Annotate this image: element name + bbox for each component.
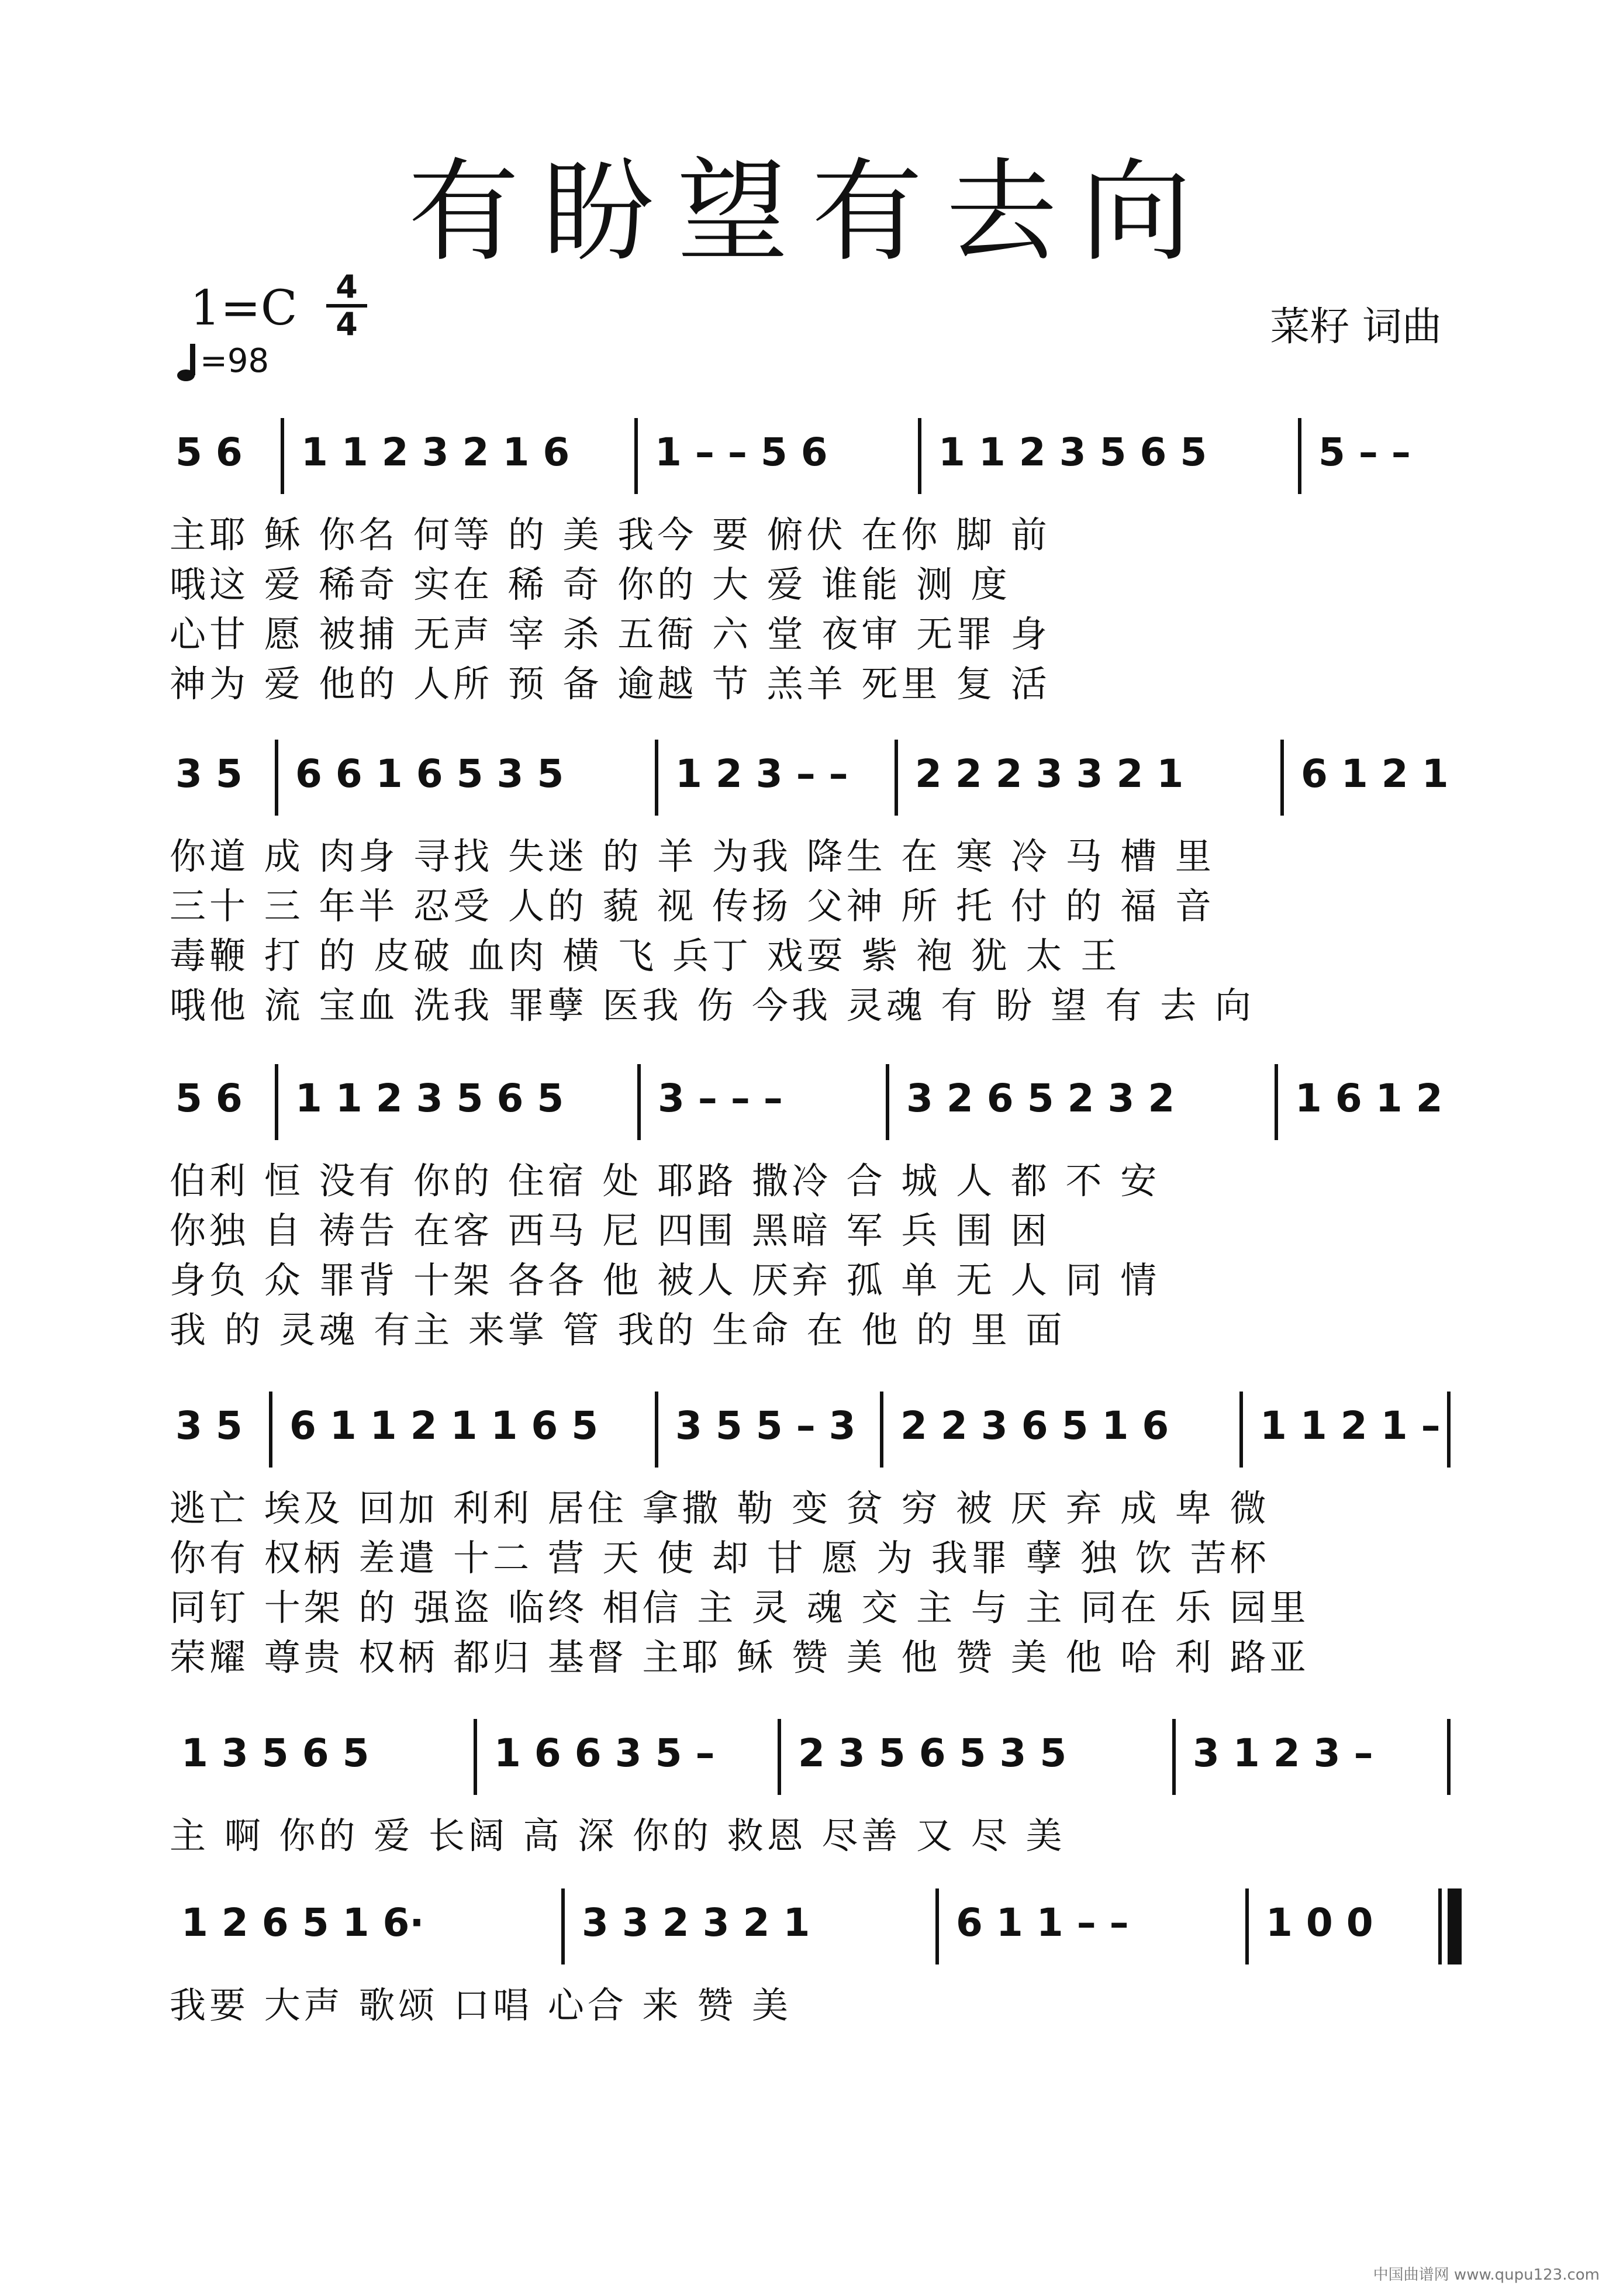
lyric-line: 同钉 十架 的 强盗 临终 相信 主 灵 魂 交 主 与 主 同在 乐 园里 xyxy=(170,1586,1310,1629)
watermark: 中国曲谱网 www.qupu123.com xyxy=(1373,2266,1600,2284)
lyric-line: 你道 成 肉身 寻找 失迷 的 羊 为我 降生 在 寒 冷 马 槽 里 xyxy=(170,835,1215,878)
measure: 5 6 xyxy=(175,430,243,475)
tempo-value: =98 xyxy=(200,342,270,380)
measure: 3 5 xyxy=(175,751,243,796)
barline xyxy=(655,1392,658,1468)
lyric-line: 毒鞭 打 的 皮破 血肉 横 飞 兵丁 戏耍 紫 袍 犹 太 王 xyxy=(170,934,1121,977)
barline xyxy=(275,1064,278,1140)
author-credit: 菜籽 词曲 xyxy=(1270,304,1442,350)
measure: 1 6 6 3 5 – xyxy=(494,1731,715,1776)
measure: 3 3 2 3 2 1 xyxy=(582,1900,810,1945)
measure: 6 6 1 6 5 3 5 xyxy=(295,751,564,796)
barline xyxy=(269,1392,272,1468)
lyric-line: 我要 大声 歌颂 口唱 心合 来 赞 美 xyxy=(170,1984,792,2026)
score-system-6 xyxy=(170,1900,1456,2046)
lyric-line: 你有 权柄 差遣 十二 营 天 使 却 甘 愿 为 我罪 孽 独 饮 苦杯 xyxy=(170,1537,1270,1579)
measure: 2 2 2 3 3 2 1 xyxy=(915,751,1184,796)
barline xyxy=(281,418,284,494)
score-system-1 xyxy=(170,430,1456,722)
score-system-3 xyxy=(170,1076,1456,1368)
barline xyxy=(1172,1719,1176,1795)
measure: 1 1 2 3 5 6 5 xyxy=(938,430,1207,475)
barline xyxy=(637,1064,641,1140)
barline xyxy=(275,740,278,816)
lyric-line: 荣耀 尊贵 权柄 都归 基督 主耶 稣 赞 美 他 赞 美 他 哈 利 路亚 xyxy=(170,1636,1310,1679)
barline xyxy=(1298,418,1301,494)
lyric-line: 身负 众 罪背 十架 各各 他 被人 厌弃 孤 单 无 人 同 情 xyxy=(170,1259,1161,1301)
lyric-line: 你独 自 祷告 在客 西马 尼 四围 黑暗 军 兵 围 困 xyxy=(170,1209,1051,1252)
meter-bottom: 4 xyxy=(336,306,358,343)
measure: 3 5 5 – 3 xyxy=(675,1403,856,1448)
barline xyxy=(1245,1888,1249,1964)
tempo-marking xyxy=(190,342,269,380)
lyric-line: 神为 爱 他的 人所 预 备 逾越 节 羔羊 死里 复 活 xyxy=(170,662,1051,705)
measure: 1 3 5 6 5 xyxy=(181,1731,370,1776)
quarter-note-icon xyxy=(190,344,195,375)
lyric-line: 主耶 稣 你名 何等 的 美 我今 要 俯伏 在你 脚 前 xyxy=(170,513,1051,556)
lyric-line: 哦他 流 宝血 洗我 罪孽 医我 伤 今我 灵魂 有 盼 望 有 去 向 xyxy=(170,984,1255,1027)
barline xyxy=(561,1888,565,1964)
barline xyxy=(935,1888,939,1964)
lyric-line: 哦这 爱 稀奇 实在 稀 奇 你的 大 爱 谁能 测 度 xyxy=(170,563,1011,606)
barline xyxy=(474,1719,477,1795)
barline xyxy=(1447,1719,1451,1795)
measure: 6 1 1 – – xyxy=(956,1900,1129,1945)
measure: 2 3 5 6 5 3 5 xyxy=(798,1731,1067,1776)
measure: 1 6 1 2 xyxy=(1295,1076,1443,1121)
barline xyxy=(1275,1064,1278,1140)
lyric-line: 伯利 恒 没有 你的 住宿 处 耶路 撒冷 合 城 人 都 不 安 xyxy=(170,1159,1161,1202)
barline xyxy=(895,740,898,816)
barline xyxy=(1280,740,1284,816)
key-signature: 1=C xyxy=(190,281,298,336)
lyric-line: 三十 三 年半 忍受 人的 藐 视 传扬 父神 所 托 付 的 福 音 xyxy=(170,885,1215,927)
measure: 3 – – – xyxy=(658,1076,783,1121)
barline xyxy=(655,740,658,816)
measure: 6 1 2 1 xyxy=(1301,751,1449,796)
measure: 1 2 6 5 1 6· xyxy=(181,1900,424,1945)
measure: 1 1 2 3 5 6 5 xyxy=(295,1076,564,1121)
score-system-2 xyxy=(170,751,1456,1044)
measure: 1 – – 5 6 xyxy=(655,430,828,475)
lyric-line: 心甘 愿 被捕 无声 宰 杀 五衙 六 堂 夜审 无罪 身 xyxy=(170,613,1051,655)
measure: 3 1 2 3 – xyxy=(1193,1731,1373,1776)
time-signature xyxy=(326,270,367,341)
barline xyxy=(778,1719,781,1795)
measure: 2 2 3 6 5 1 6 xyxy=(900,1403,1169,1448)
barline xyxy=(634,418,638,494)
measure: 5 6 xyxy=(175,1076,243,1121)
score-system-5 xyxy=(170,1731,1456,1877)
barline xyxy=(1239,1392,1243,1468)
measure: 1 1 2 3 2 1 6 xyxy=(301,430,570,475)
barline xyxy=(1438,1888,1442,1964)
lyric-line: 主 啊 你的 爱 长阔 高 深 你的 救恩 尽善 又 尽 美 xyxy=(170,1814,1066,1857)
meter-top: 4 xyxy=(326,270,367,308)
measure: 6 1 1 2 1 1 6 5 xyxy=(289,1403,599,1448)
barline xyxy=(1447,1392,1451,1468)
lyric-line: 我 的 灵魂 有主 来掌 管 我的 生命 在 他 的 里 面 xyxy=(170,1308,1066,1351)
barline xyxy=(886,1064,889,1140)
measure: 1 0 0 xyxy=(1266,1900,1373,1945)
barline xyxy=(880,1392,883,1468)
barline xyxy=(918,418,921,494)
measure: 3 5 xyxy=(175,1403,243,1448)
lyric-line: 逃亡 埃及 回加 利利 居住 拿撒 勒 变 贫 穷 被 厌 弃 成 卑 微 xyxy=(170,1487,1270,1529)
final-barline xyxy=(1448,1888,1462,1964)
score-system-4 xyxy=(170,1403,1456,1696)
measure: 3 2 6 5 2 3 2 xyxy=(906,1076,1175,1121)
measure: 5 – – xyxy=(1318,430,1411,475)
measure: 1 2 3 – – xyxy=(675,751,848,796)
song-title: 有盼望有去向 xyxy=(408,147,1215,277)
measure: 1 1 2 1 – xyxy=(1260,1403,1441,1448)
